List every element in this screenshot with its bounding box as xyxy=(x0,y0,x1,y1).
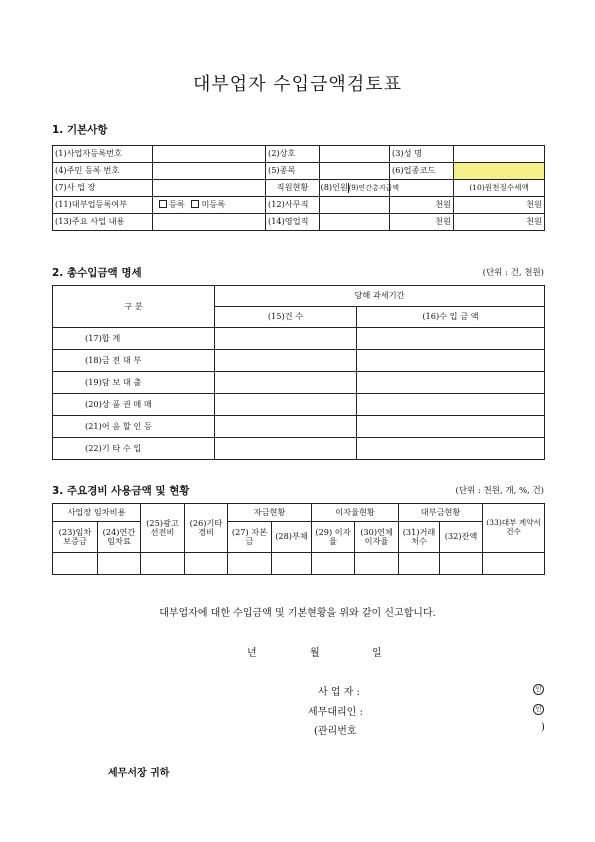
office-count-field[interactable] xyxy=(320,197,390,214)
date-month: 월 xyxy=(310,648,320,659)
staff-status-label: 직원현황 xyxy=(266,180,320,197)
section2-heading: 2. 총수입금액 명세 xyxy=(52,267,142,279)
business-place-label: (7)사 업 장 xyxy=(53,180,153,197)
income-row xyxy=(53,350,545,372)
declaration-text: 대부업자에 대한 수입금액 및 기본현황을 위와 같이 신고합니다. xyxy=(159,608,436,619)
rate-field[interactable] xyxy=(312,553,355,575)
income-count-field[interactable] xyxy=(215,350,357,372)
office-withholding-unit: 천원 xyxy=(454,197,545,214)
basic-row-4 xyxy=(53,197,545,214)
trade-name-label: (2)상호 xyxy=(266,146,320,163)
section3-heading: 3. 주요경비 사용금액 및 현황 xyxy=(52,485,190,497)
interest-group-header: 이자율현황 xyxy=(312,504,399,522)
main-business-label: (13)주요 사업 내용 xyxy=(53,214,153,231)
income-count-field[interactable] xyxy=(215,416,357,438)
equity-header: (27) 자본금 xyxy=(228,522,272,553)
item-label: (5)종목 xyxy=(266,163,320,180)
sales-label: (14)영업직 xyxy=(266,214,320,231)
business-seal-mark[interactable] xyxy=(533,683,544,695)
equity-field[interactable] xyxy=(228,553,272,575)
item-field[interactable] xyxy=(320,163,390,180)
income-row xyxy=(53,328,545,350)
income-amount-field[interactable] xyxy=(357,328,545,350)
sales-salary-unit: 천원 xyxy=(390,214,454,231)
biz-no-field[interactable] xyxy=(153,146,266,163)
income-count-field[interactable] xyxy=(215,328,357,350)
resident-no-field[interactable] xyxy=(153,163,266,180)
overdue-rate-field[interactable] xyxy=(355,553,399,575)
clients-field[interactable] xyxy=(399,553,440,575)
registered-options xyxy=(153,197,266,214)
count-header: (15)건 수 xyxy=(215,307,357,328)
name-label: (3)성 명 xyxy=(390,146,454,163)
income-row-label: (20)상 품 권 매 매 xyxy=(53,394,215,416)
income-row xyxy=(53,394,545,416)
biz-no-label: (1)사업자등록번호 xyxy=(53,146,153,163)
balance-field[interactable] xyxy=(440,553,483,575)
resident-no-label: (4)주민 등록 번호 xyxy=(53,163,153,180)
name-field[interactable] xyxy=(454,146,545,163)
income-row-label: (19)담 보 대 출 xyxy=(53,372,215,394)
income-header-row-1 xyxy=(53,286,545,307)
income-count-field[interactable] xyxy=(215,438,357,460)
section1-heading: 1. 기본사항 xyxy=(52,124,108,136)
income-row xyxy=(53,372,545,394)
debt-header: (28)부채 xyxy=(272,522,312,553)
income-row-label: (17)합 계 xyxy=(53,328,215,350)
other-expense-field[interactable] xyxy=(185,553,228,575)
annual-salary-label: (9)연간총지급액 xyxy=(348,184,399,193)
sales-withholding-unit: 천원 xyxy=(454,214,545,231)
income-amount-field[interactable] xyxy=(357,438,545,460)
date-year: 년 xyxy=(247,648,257,659)
loan-group-header: 대부금현황 xyxy=(399,504,483,522)
contracts-field[interactable] xyxy=(483,553,545,575)
withholding-label: (10)원천징수세액 xyxy=(454,180,545,197)
ads-field[interactable] xyxy=(141,553,185,575)
category-header: 구 분 xyxy=(53,286,215,328)
section2-unit: (단위 : 건, 천원) xyxy=(482,268,544,278)
income-amount-field[interactable] xyxy=(357,416,545,438)
form-title: 대부업자 수입금액검토표 xyxy=(193,74,402,95)
addressee: 세무서장 귀하 xyxy=(108,768,170,779)
income-row-label: (21)어 음 할 인 등 xyxy=(53,416,215,438)
expense-data-row xyxy=(53,553,545,575)
basic-row-2 xyxy=(53,163,545,180)
business-signer-label: 사 업 자 : xyxy=(318,687,360,698)
income-amount-field[interactable] xyxy=(357,372,545,394)
registered-checkbox[interactable] xyxy=(159,200,167,208)
seal-icon: 인 xyxy=(533,704,544,715)
management-number-open: (관리번호 xyxy=(314,726,357,737)
headcount-label: (8)인원 xyxy=(320,182,348,193)
income-count-field[interactable] xyxy=(215,372,357,394)
other-expense-header: (26)기타 경비 xyxy=(185,504,228,553)
amount-header: (16)수 입 금 액 xyxy=(357,307,545,328)
basic-row-1 xyxy=(53,146,545,163)
date-day: 일 xyxy=(372,648,382,659)
income-row-label: (22)기 타 수 입 xyxy=(53,438,215,460)
income-table xyxy=(52,285,545,460)
expense-header-row-2 xyxy=(53,522,545,553)
office-salary-unit: 천원 xyxy=(390,197,454,214)
annual-salary-col xyxy=(390,180,454,197)
basic-row-3 xyxy=(53,180,545,197)
rate-header: (29) 이자율 xyxy=(312,522,355,553)
industry-code-label: (6)업종코드 xyxy=(390,163,454,180)
income-row xyxy=(53,438,545,460)
income-amount-field[interactable] xyxy=(357,350,545,372)
income-amount-field[interactable] xyxy=(357,394,545,416)
registered-label: (11)대부업등록여부 xyxy=(53,197,153,214)
ads-header: (25)광고 선전비 xyxy=(141,504,185,553)
agent-signer-label: 세무대리인 : xyxy=(308,707,363,718)
income-row xyxy=(53,416,545,438)
rent-group-header: 사업장 임차비용 xyxy=(53,504,141,522)
section3-unit: (단위 : 천원, 개, %, 건) xyxy=(455,486,544,496)
annual-rent-field[interactable] xyxy=(98,553,141,575)
deposit-field[interactable] xyxy=(53,553,98,575)
basic-row-5 xyxy=(53,214,545,231)
trade-name-field[interactable] xyxy=(320,146,390,163)
capital-group-header: 자금현황 xyxy=(228,504,312,522)
management-number-close: ) xyxy=(541,722,545,733)
sales-count-field[interactable] xyxy=(320,214,390,231)
unregistered-option-label: 미등록 xyxy=(201,199,226,210)
agent-seal-mark[interactable] xyxy=(533,703,544,715)
contracts-header: (33)대부 계약서 건수 xyxy=(483,504,545,553)
seal-icon: 인 xyxy=(533,684,544,695)
registered-option-label: 등록 xyxy=(169,199,185,210)
main-business-field[interactable] xyxy=(153,214,266,231)
deposit-header: (23)임차 보증금 xyxy=(53,522,98,553)
clients-header: (31)거래 처수 xyxy=(399,522,440,553)
income-row-label: (18)금 전 대 부 xyxy=(53,350,215,372)
unregistered-checkbox[interactable] xyxy=(191,200,199,208)
staff-subheader xyxy=(320,180,399,197)
debt-field[interactable] xyxy=(272,553,312,575)
office-label: (12)사무직 xyxy=(266,197,320,214)
industry-code-field[interactable] xyxy=(454,163,545,180)
annual-rent-header: (24)연간 임차료 xyxy=(98,522,141,553)
overdue-rate-header: (30)연체 이자율 xyxy=(355,522,399,553)
business-place-field[interactable] xyxy=(153,180,266,197)
period-header: 당해 과세기간 xyxy=(215,286,545,307)
income-count-field[interactable] xyxy=(215,394,357,416)
balance-header: (32)잔액 xyxy=(440,522,483,553)
basic-info-table xyxy=(52,145,545,231)
expense-table xyxy=(52,503,545,575)
expense-header-row-1 xyxy=(53,504,545,522)
